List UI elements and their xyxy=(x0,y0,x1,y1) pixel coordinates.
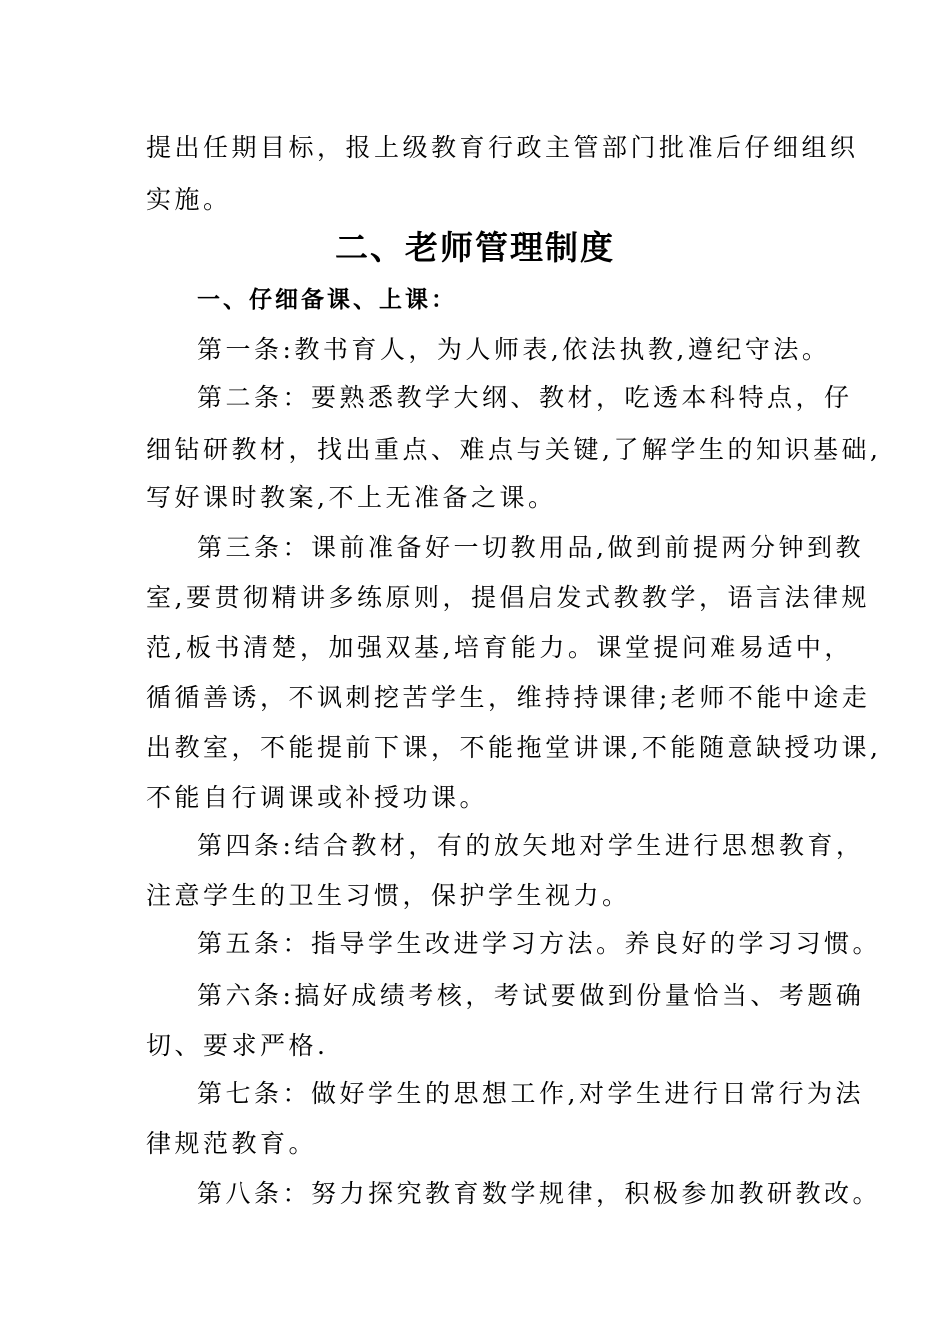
article-2-line-2: 细钻研教材，找出重点、难点与关键,了解学生的知识基础, xyxy=(146,435,882,464)
article-3-line-1: 第三条：课前准备好一切教用品,做到前提两分钟到教 xyxy=(197,533,864,562)
article-8-line-1: 第八条：努力探究教育数学规律，积极参加教研教改。 xyxy=(197,1179,882,1208)
article-3-line-4: 循循善诱，不讽刺挖苦学生，维持持课律;老师不能中途走 xyxy=(146,683,871,712)
article-7-line-1: 第七条：做好学生的思想工作,对学生进行日常行为法 xyxy=(197,1079,864,1108)
article-6-line-1: 第六条:搞好成绩考核，考试要做到份量恰当、考题确 xyxy=(197,981,865,1010)
intro-line-2: 实施。 xyxy=(146,185,232,214)
intro-line-1: 提出任期目标，报上级教育行政主管部门批准后仔细组织 xyxy=(146,133,859,162)
article-4-line-1: 第四条:结合教材，有的放矢地对学生进行思想教育， xyxy=(197,831,865,860)
article-3-line-5: 出教室，不能提前下课，不能拖堂讲课,不能随意缺授功课, xyxy=(146,733,882,762)
article-3-line-2: 室,要贯彻精讲多练原则，提倡启发式教教学，语言法律规 xyxy=(146,583,870,612)
article-3-line-6: 不能自行调课或补授功课。 xyxy=(146,783,489,812)
article-2-line-3: 写好课时教案,不上无准备之课。 xyxy=(146,483,557,512)
section-title: 二、老师管理制度 xyxy=(335,228,615,267)
article-3-line-3: 范,板书清楚，加强双基,培育能力。课堂提问难易适中， xyxy=(146,633,853,662)
article-5-line-1: 第五条：指导学生改进学习方法。养良好的学习习惯。 xyxy=(197,929,882,958)
article-1-line-1: 第一条:教书育人，为人师表,依法执教,遵纪守法。 xyxy=(197,335,831,364)
subsection-title: 一、仔细备课、上课： xyxy=(197,287,457,313)
article-7-line-2: 律规范教育。 xyxy=(146,1129,318,1158)
article-4-line-2: 注意学生的卫生习惯，保护学生视力。 xyxy=(146,881,631,910)
article-2-line-1: 第二条：要熟悉教学大纲、教材，吃透本科特点，仔 xyxy=(197,383,853,412)
article-6-line-2: 切、要求严格. xyxy=(146,1031,329,1060)
